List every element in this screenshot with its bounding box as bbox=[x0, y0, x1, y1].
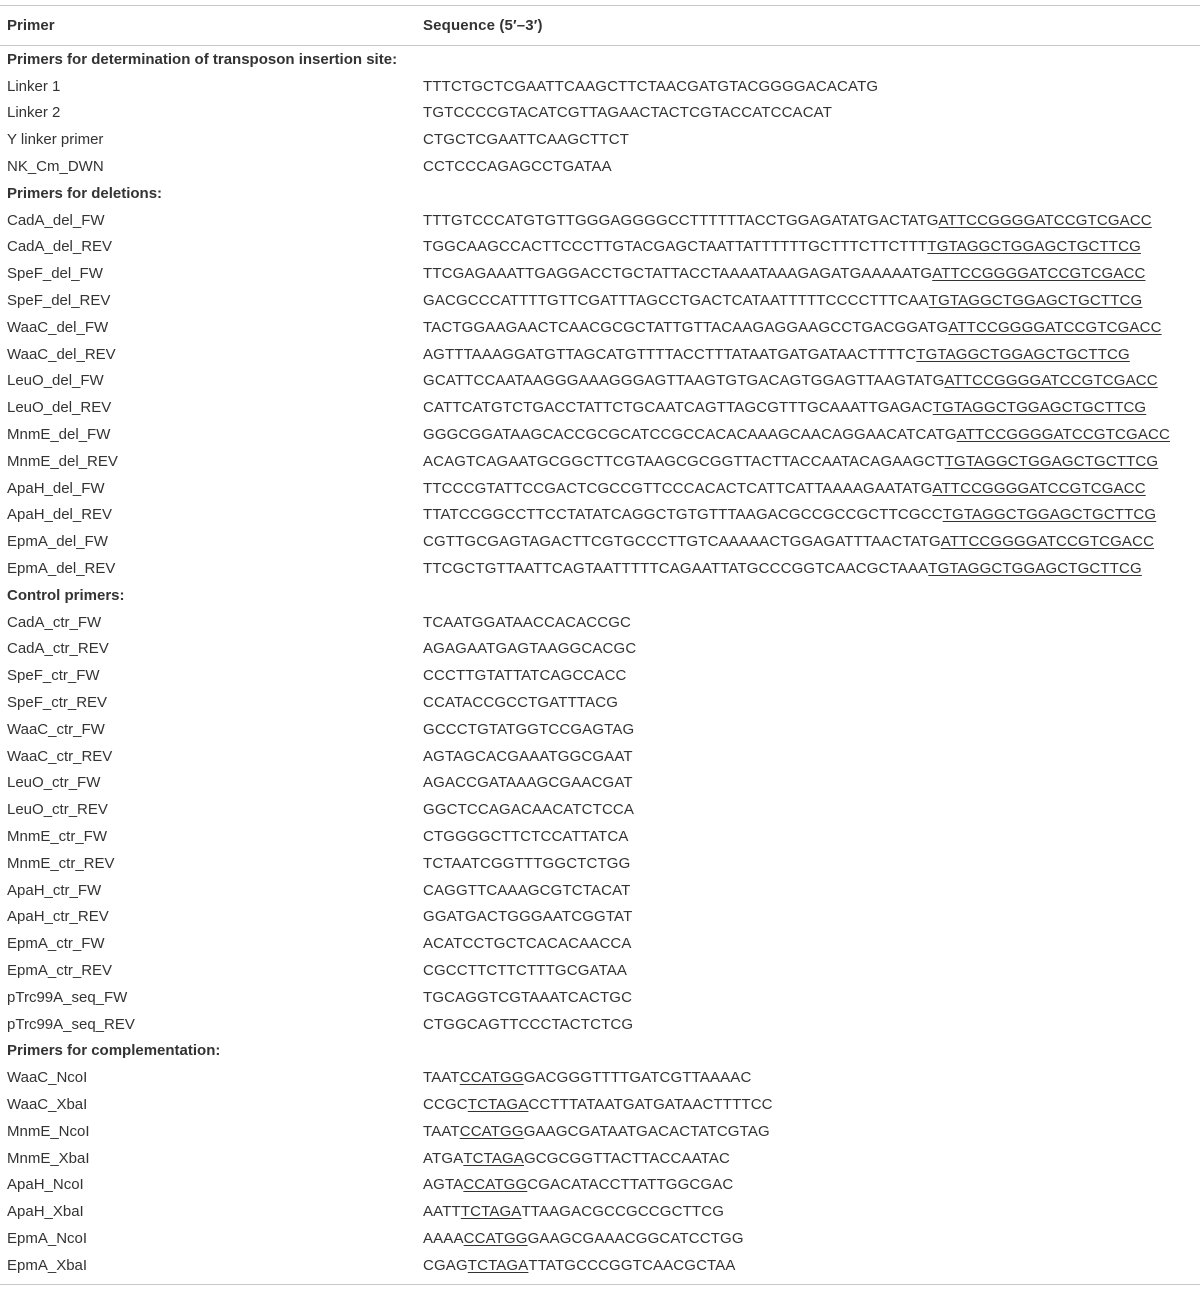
sequence-segment: AGAGAATGAGTAAGGCACGC bbox=[423, 640, 637, 658]
primer-sequence bbox=[423, 984, 632, 1011]
section-heading-row bbox=[0, 1037, 1200, 1064]
primer-sequence bbox=[423, 609, 631, 636]
table-row bbox=[0, 73, 1200, 100]
underlined-sequence-segment: ATTCCGGGGATCCGTCGACC bbox=[932, 265, 1146, 283]
table-row bbox=[0, 341, 1200, 368]
primer-name: Linker 2 bbox=[7, 104, 61, 122]
sequence-segment: TTATGCCCGGTCAACGCTAA bbox=[528, 1256, 736, 1274]
sequence-segment: TTCGAGAAATTGAGGACCTGCTATTACCTAAAATAAAGAGATGAAAAATG bbox=[423, 265, 933, 283]
header-sequence: Sequence (5′–3′) bbox=[423, 17, 543, 34]
primer-sequence bbox=[423, 448, 1158, 475]
primer-sequence bbox=[423, 528, 1154, 555]
table-row bbox=[0, 662, 1200, 689]
primer-name: EpmA_del_REV bbox=[7, 560, 116, 578]
sequence-segment: TTTGTCCCATGTGTTGGGAGGGGCCTTTTTTACCTGGAGATATGACTATG bbox=[423, 211, 939, 229]
sequence-segment: AGTTTAAAGGATGTTAGCATGTTTTACCTTTATAATGATGATAACTTTTC bbox=[423, 345, 917, 363]
primer-name: pTrc99A_seq_REV bbox=[7, 1015, 135, 1033]
primer-name: SpeF_del_REV bbox=[7, 292, 111, 310]
sequence-segment: AGTAGCACGAAATGGCGAAT bbox=[423, 747, 633, 765]
primer-sequence bbox=[423, 287, 1142, 314]
sequence-segment: ACAGTCAGAATGCGGCTTCGTAAGCGCGGTTACTTACCAATACAGAAGCT bbox=[423, 452, 945, 470]
primer-sequence bbox=[423, 930, 632, 957]
primer-sequence bbox=[423, 1064, 751, 1091]
table-row bbox=[0, 555, 1200, 582]
table-row bbox=[0, 716, 1200, 743]
sequence-segment: TCAATGGATAACCACACCGC bbox=[423, 613, 632, 631]
primer-sequence bbox=[423, 234, 1141, 261]
sequence-segment: GGGCGGATAAGCACCGCGCATCCGCCACACAAAGCAACAGGAACATCATG bbox=[423, 426, 957, 444]
primer-name: EpmA_ctr_REV bbox=[7, 961, 113, 979]
primer-name: LeuO_ctr_REV bbox=[7, 801, 108, 819]
sequence-segment: TTTCTGCTCGAATTCAAGCTTCTAACGATGTACGGGGACACATG bbox=[423, 77, 879, 95]
sequence-segment: TGTCCCCGTACATCGTTAGAACTACTCGTACCATCCACAT bbox=[423, 104, 833, 122]
primer-sequence bbox=[423, 689, 618, 716]
primer-name: ApaH_del_FW bbox=[7, 479, 105, 497]
primer-name: CadA_del_FW bbox=[7, 211, 105, 229]
primer-sequence bbox=[423, 823, 628, 850]
primer-name: LeuO_del_REV bbox=[7, 399, 112, 417]
underlined-sequence-segment: TGTAGGCTGGAGCTGCTTCG bbox=[927, 238, 1141, 256]
table-row bbox=[0, 153, 1200, 180]
sequence-segment: CTGGGGCTTCTCCATTATCA bbox=[423, 828, 629, 845]
primer-name: WaaC_ctr_REV bbox=[7, 747, 113, 765]
sequence-segment: CCTCCCAGAGCCTGATAA bbox=[423, 158, 612, 176]
primer-table bbox=[0, 5, 1200, 1285]
primer-name: pTrc99A_seq_FW bbox=[7, 988, 128, 1006]
primer-sequence bbox=[423, 394, 1146, 421]
underlined-sequence-segment: TCTAGA bbox=[467, 1095, 529, 1113]
primer-name: EpmA_NcoI bbox=[7, 1229, 88, 1247]
sequence-segment: AAAA bbox=[423, 1229, 464, 1247]
table-row bbox=[0, 984, 1200, 1011]
sequence-segment: TTCGCTGTTAATTCAGTAATTTTTCAGAATTATGCCCGGTCAACGCTAAA bbox=[423, 560, 929, 578]
table-row bbox=[0, 394, 1200, 421]
table-row bbox=[0, 234, 1200, 261]
sequence-segment: AATT bbox=[423, 1203, 461, 1221]
table-row bbox=[0, 368, 1200, 395]
section-heading-row bbox=[0, 582, 1200, 609]
table-header bbox=[0, 5, 1200, 46]
table-row bbox=[0, 1064, 1200, 1091]
table-row bbox=[0, 100, 1200, 127]
primer-name: WaaC_del_FW bbox=[7, 318, 109, 336]
underlined-sequence-segment: ATTCCGGGGATCCGTCGACC bbox=[938, 211, 1152, 229]
primer-name: CadA_ctr_REV bbox=[7, 640, 109, 658]
table-row bbox=[0, 689, 1200, 716]
sequence-segment: GAAGCGATAATGACACTATCGTAG bbox=[523, 1122, 770, 1140]
sequence-segment: CCTTTATAATGATGATAACTTTTCC bbox=[528, 1095, 773, 1113]
primer-name: EpmA_XbaI bbox=[7, 1256, 88, 1274]
table-row bbox=[0, 1198, 1200, 1225]
primer-name: CadA_ctr_FW bbox=[7, 613, 102, 631]
table-row bbox=[0, 475, 1200, 502]
underlined-sequence-segment: TCTAGA bbox=[460, 1203, 522, 1221]
primer-name: NK_Cm_DWN bbox=[7, 158, 104, 176]
underlined-sequence-segment: CCATGG bbox=[463, 1176, 528, 1194]
table-bottom-rule bbox=[0, 1284, 1200, 1285]
sequence-segment: GCATTCCAATAAGGGAAAGGGAGTTAAGTGTGACAGTGGAGTTAAGTATG bbox=[423, 372, 945, 390]
sequence-segment: CTGCTCGAATTCAAGCTTCT bbox=[423, 131, 630, 149]
table-row bbox=[0, 421, 1200, 448]
primer-name: EpmA_del_FW bbox=[7, 533, 108, 551]
primer-name: WaaC_del_REV bbox=[7, 345, 116, 363]
underlined-sequence-segment: TCTAGA bbox=[467, 1256, 529, 1274]
underlined-sequence-segment: CCATGG bbox=[459, 1122, 524, 1140]
primer-name: ApaH_XbaI bbox=[7, 1203, 84, 1221]
sequence-segment: TTCCCGTATTCCGACTCGCCGTTCCCACACTCATTCATTAAAAGAATATG bbox=[423, 479, 933, 497]
primer-sequence bbox=[423, 207, 1152, 234]
underlined-sequence-segment: ATTCCGGGGATCCGTCGACC bbox=[944, 372, 1158, 390]
underlined-sequence-segment: TGTAGGCTGGAGCTGCTTCG bbox=[944, 452, 1159, 470]
sequence-segment: CGACATACCTTATTGGCGAC bbox=[527, 1176, 734, 1194]
primer-name: MnmE_ctr_FW bbox=[7, 828, 108, 845]
underlined-sequence-segment: TCTAGA bbox=[463, 1149, 524, 1167]
primer-name: SpeF_ctr_REV bbox=[7, 694, 108, 712]
table-row bbox=[0, 207, 1200, 234]
primer-sequence bbox=[423, 502, 1156, 529]
sequence-segment: TCTAATCGGTTTGGCTCTGG bbox=[423, 854, 631, 872]
underlined-sequence-segment: ATTCCGGGGATCCGTCGACC bbox=[940, 533, 1155, 551]
sequence-segment: CGAG bbox=[423, 1256, 468, 1274]
primer-name: MnmE_NcoI bbox=[7, 1122, 90, 1140]
sequence-segment: GGATGACTGGGAATCGGTAT bbox=[423, 908, 633, 926]
sequence-segment: CAGGTTCAAAGCGTCTACAT bbox=[423, 881, 631, 899]
primer-name: CadA_del_REV bbox=[7, 238, 113, 256]
primer-sequence bbox=[423, 153, 612, 180]
primer-sequence bbox=[423, 73, 878, 100]
table-body bbox=[0, 46, 1200, 1279]
primer-sequence bbox=[423, 877, 630, 904]
sequence-segment: CATTCATGTCTGACCTATTCTGCAATCAGTTAGCGTTTGCAAATTGAGAC bbox=[423, 399, 933, 417]
sequence-segment: GAAGCGAAACGGCATCCTGG bbox=[527, 1229, 744, 1247]
sequence-segment: TAAT bbox=[423, 1069, 460, 1087]
table-row bbox=[0, 502, 1200, 529]
table-row bbox=[0, 1011, 1200, 1038]
table-row bbox=[0, 1091, 1200, 1118]
primer-name: ApaH_NcoI bbox=[7, 1176, 84, 1194]
sequence-segment: ACATCCTGCTCACACAACCA bbox=[423, 935, 632, 953]
section-heading: Primers for determination of transposon insertion site: bbox=[7, 50, 398, 68]
primer-sequence bbox=[423, 850, 630, 877]
sequence-segment: CCATACCGCCTGATTTACG bbox=[423, 694, 619, 712]
underlined-sequence-segment: TGTAGGCTGGAGCTGCTTCG bbox=[932, 399, 1147, 417]
sequence-segment: CGCCTTCTTCTTTGCGATAA bbox=[423, 961, 628, 979]
sequence-segment: GGCTCCAGACAACATCTCCA bbox=[423, 801, 635, 819]
primer-sequence bbox=[423, 341, 1130, 368]
sequence-segment: CCCTTGTATTATCAGCCACC bbox=[423, 667, 627, 685]
table-row bbox=[0, 287, 1200, 314]
primer-sequence bbox=[423, 368, 1158, 395]
primer-name: MnmE_ctr_REV bbox=[7, 854, 115, 872]
primer-name: MnmE_XbaI bbox=[7, 1149, 90, 1167]
primer-name: ApaH_del_REV bbox=[7, 506, 113, 524]
underlined-sequence-segment: CCATGG bbox=[463, 1229, 528, 1247]
primer-sequence bbox=[423, 1011, 633, 1038]
primer-sequence bbox=[423, 1118, 770, 1145]
sequence-segment: TTATCCGGCCTTCCTATATCAGGCTGTGTTTAAGACGCCGCCGCTTCGCC bbox=[423, 506, 943, 524]
primer-name: ApaH_ctr_REV bbox=[7, 908, 109, 926]
primer-name: WaaC_XbaI bbox=[7, 1095, 88, 1113]
sequence-segment: TGCAGGTCGTAAATCACTGC bbox=[423, 988, 633, 1006]
primer-sequence bbox=[423, 100, 832, 127]
primer-sequence bbox=[423, 1171, 733, 1198]
primer-sequence bbox=[423, 796, 634, 823]
primer-sequence bbox=[423, 126, 629, 153]
table-row bbox=[0, 823, 1200, 850]
sequence-segment: GACGGGTTTTGATCGTTAAAAC bbox=[523, 1069, 752, 1087]
primer-name: LeuO_ctr_FW bbox=[7, 774, 101, 792]
underlined-sequence-segment: ATTCCGGGGATCCGTCGACC bbox=[956, 426, 1170, 444]
primer-sequence bbox=[423, 770, 633, 797]
section-heading-row bbox=[0, 180, 1200, 207]
table-row bbox=[0, 1145, 1200, 1172]
primer-name: SpeF_del_FW bbox=[7, 265, 103, 283]
table-row bbox=[0, 743, 1200, 770]
table-row bbox=[0, 636, 1200, 663]
table-row bbox=[0, 1225, 1200, 1252]
primer-name: LeuO_del_FW bbox=[7, 372, 104, 390]
sequence-segment: GCCCTGTATGGTCCGAGTAG bbox=[423, 720, 635, 738]
table-row bbox=[0, 877, 1200, 904]
primer-sequence bbox=[423, 1225, 744, 1252]
primer-sequence bbox=[423, 260, 1146, 287]
primer-name: SpeF_ctr_FW bbox=[7, 667, 100, 685]
primer-sequence bbox=[423, 1091, 773, 1118]
section-heading-row bbox=[0, 46, 1200, 73]
sequence-segment: CGTTGCGAGTAGACTTCGTGCCCTTGTCAAAAACTGGAGATTTAACTATG bbox=[423, 533, 941, 551]
table-row bbox=[0, 1118, 1200, 1145]
primer-name: MnmE_del_REV bbox=[7, 452, 118, 470]
primer-sequence bbox=[423, 743, 633, 770]
sequence-segment: AGTA bbox=[423, 1176, 464, 1194]
primer-sequence bbox=[423, 716, 634, 743]
primer-sequence bbox=[423, 1145, 730, 1172]
sequence-segment: TTAAGACGCCGCCGCTTCG bbox=[521, 1203, 725, 1221]
primer-sequence bbox=[423, 475, 1146, 502]
primer-name: Y linker primer bbox=[7, 131, 104, 149]
sequence-segment: TGGCAAGCCACTTCCCTTGTACGAGCTAATTATTTTTTGCTTTCTTCTTT bbox=[423, 238, 928, 256]
table-row bbox=[0, 796, 1200, 823]
primer-sequence bbox=[423, 1252, 736, 1279]
sequence-segment: CCGC bbox=[423, 1095, 468, 1113]
table-row bbox=[0, 1171, 1200, 1198]
table-row bbox=[0, 1252, 1200, 1279]
underlined-sequence-segment: ATTCCGGGGATCCGTCGACC bbox=[932, 479, 1146, 497]
underlined-sequence-segment: ATTCCGGGGATCCGTCGACC bbox=[948, 318, 1162, 336]
underlined-sequence-segment: TGTAGGCTGGAGCTGCTTCG bbox=[942, 506, 1157, 524]
table-row bbox=[0, 930, 1200, 957]
sequence-segment: GACGCCCATTTTGTTCGATTTAGCCTGACTCATAATTTTTCCCCTTTCAA bbox=[423, 292, 929, 310]
underlined-sequence-segment: CCATGG bbox=[459, 1069, 524, 1087]
underlined-sequence-segment: TGTAGGCTGGAGCTGCTTCG bbox=[916, 345, 1130, 363]
primer-name: EpmA_ctr_FW bbox=[7, 935, 105, 953]
underlined-sequence-segment: TGTAGGCTGGAGCTGCTTCG bbox=[928, 560, 1142, 578]
table-row bbox=[0, 126, 1200, 153]
table-row bbox=[0, 314, 1200, 341]
table-row bbox=[0, 904, 1200, 931]
underlined-sequence-segment: TGTAGGCTGGAGCTGCTTCG bbox=[928, 292, 1143, 310]
sequence-segment: ATGA bbox=[423, 1149, 464, 1167]
table-row bbox=[0, 448, 1200, 475]
table-row bbox=[0, 528, 1200, 555]
primer-sequence bbox=[423, 314, 1162, 341]
primer-sequence bbox=[423, 636, 636, 663]
primer-sequence bbox=[423, 1198, 724, 1225]
sequence-segment: AGACCGATAAAGCGAACGAT bbox=[423, 774, 633, 792]
table-row bbox=[0, 850, 1200, 877]
primer-name: MnmE_del_FW bbox=[7, 426, 111, 444]
table-row bbox=[0, 957, 1200, 984]
primer-sequence bbox=[423, 421, 1170, 448]
sequence-segment: GCGCGGTTACTTACCAATAC bbox=[523, 1149, 731, 1167]
primer-sequence bbox=[423, 555, 1142, 582]
primer-sequence bbox=[423, 957, 627, 984]
sequence-segment: TACTGGAAGAACTCAACGCGCTATTGTTACAAGAGGAAGCCTGACGGATG bbox=[423, 318, 949, 336]
primer-name: WaaC_NcoI bbox=[7, 1069, 88, 1087]
section-heading: Control primers: bbox=[7, 586, 125, 604]
primer-name: Linker 1 bbox=[7, 77, 61, 95]
table-row bbox=[0, 260, 1200, 287]
section-heading: Primers for complementation: bbox=[7, 1042, 221, 1060]
primer-sequence bbox=[423, 904, 632, 931]
table-row bbox=[0, 770, 1200, 797]
primer-name: WaaC_ctr_FW bbox=[7, 720, 105, 738]
sequence-segment: CTGGCAGTTCCCTACTCTCG bbox=[423, 1015, 634, 1033]
primer-sequence bbox=[423, 662, 627, 689]
header-primer: Primer bbox=[7, 17, 55, 34]
sequence-segment: TAAT bbox=[423, 1122, 460, 1140]
section-heading: Primers for deletions: bbox=[7, 184, 163, 202]
primer-name: ApaH_ctr_FW bbox=[7, 881, 102, 899]
table-row bbox=[0, 609, 1200, 636]
